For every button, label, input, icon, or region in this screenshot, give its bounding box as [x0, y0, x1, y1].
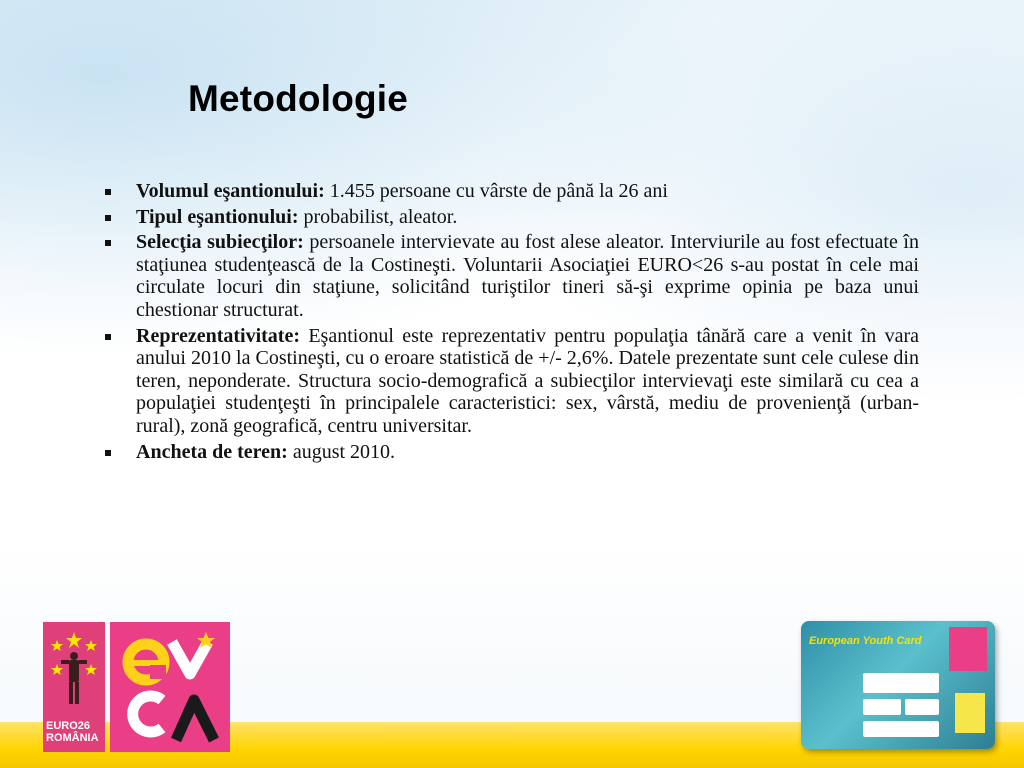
list-item — [104, 231, 919, 321]
card-title: European Youth Card — [809, 635, 922, 647]
euro-logo-line1: EURO26 — [46, 720, 91, 732]
bullet-text: Eşantionul este reprezentativ pentru populaţia tânără care a venit în vara anului 2010 la Costineşti, cu o eroare statistică de +/- 2,6%. Datele prezentate sunt cele culese din teren, neponderate. Structura socio-demografică a subiecţilor intervievaţi este similară cu cea a populaţiei studenţeşti în principalele caracteristici: sex, vârstă, mediu de provenienţă (urban-rural), zonă geografică, centru universitar. — [136, 324, 919, 437]
list-item — [104, 325, 919, 438]
eyca-mark-icon — [110, 622, 230, 752]
bullet-label: Tipul eşantionului: — [136, 205, 299, 228]
list-item — [104, 441, 919, 464]
bullet-text: persoanele intervievate au fost alese aleator. Interviurile au fost efectuate în staţiunea studenţească de la Costineşti. Voluntarii Asociaţiei EURO<26 s-au postat în cele mai circulate locuri din staţiune, solicitând turiştilor tineri să-şi exprime opinia pe baza unui chestionar structurat. — [136, 231, 919, 321]
bullet-text: probabilist, aleator. — [298, 205, 458, 228]
bullet-label: Ancheta de teren: — [136, 440, 288, 463]
list-item — [104, 206, 919, 229]
figure-stars-icon — [49, 630, 99, 710]
list-item — [104, 180, 919, 203]
bullet-text: august 2010. — [287, 440, 396, 463]
bullet-label: Reprezentativitate: — [136, 324, 301, 347]
eyca-logo — [110, 622, 230, 752]
methodology-list — [104, 180, 919, 466]
card-euro26-logo — [955, 693, 985, 733]
euro26-logo — [43, 622, 105, 752]
european-youth-card — [801, 621, 995, 749]
slide-title: Metodologie — [188, 78, 409, 119]
card-field — [863, 721, 939, 737]
bullet-label: Selecţia subiecţilor: — [136, 231, 304, 254]
card-field — [863, 699, 901, 715]
euro-logo-line2: ROMÂNIA — [46, 732, 99, 744]
card-field — [905, 699, 939, 715]
bullet-label: Volumul eşantionului: — [136, 180, 325, 202]
card-field — [863, 673, 939, 693]
bullet-text: 1.455 persoane cu vârste de până la 26 ani — [324, 180, 668, 202]
card-eyca-logo — [949, 627, 987, 671]
